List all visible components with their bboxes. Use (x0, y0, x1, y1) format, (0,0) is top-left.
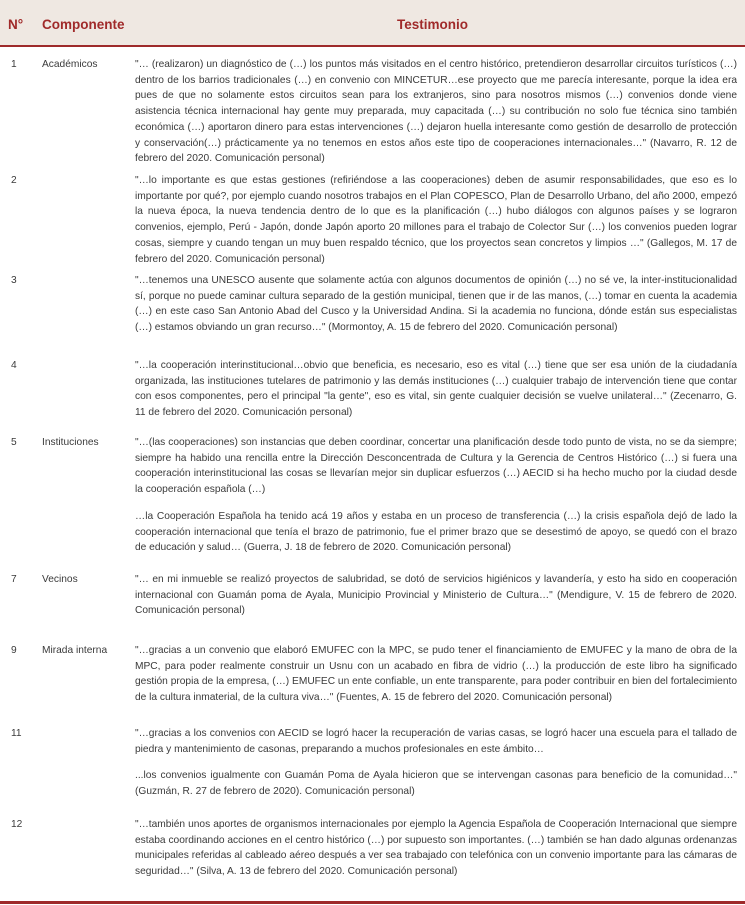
row-12-number: 12 (11, 819, 23, 830)
row-9-component: Mirada interna (42, 645, 108, 656)
row-1-component: Académicos (42, 59, 98, 70)
row-11-testimony-continued: ...los convenios igualmente con Guamán Poma de Ayala hicieron que se intervengan casonas para beneficio de la comunidad…" (Guzmán, R. 27 de febrero de 2020). Comunicación personal) (135, 770, 737, 797)
row-11-testimony: "…gracias a los convenios con AECID se logró hacer la recuperación de varias casas, se logró hacer una escuela para el tallado de piedra y mantenimiento de casonas, preparando a muchos profesionales en este ámbito… (135, 728, 737, 755)
row-1-testimony: "… (realizaron) un diagnóstico de (…) los puntos más visitados en el centro histórico, pretendieron desarrollar circuitos turísticos (…) dentro de los barrios tradicionales (…) en convenio con MINCETUR…ese proyecto que me parecía interesante, porque la idea era pues de que no solamente estos circuitos sean para los extranjeros, sino para nosotros mismos (…) convenios donde viene asistencia técnica internacional hay gente muy preparada, muy capacitada (…) su contribución no solo fue técnica sino también económica (…) aportaron dinero para estas intervenciones (…) dejaron huella interesante como gestión de desarrollo de protección y conservación(…) prácticamente ya no tenemos en estos años este tipo de cooperaciones internacionales…" (Navarro, R. 12 de febrero del 2020. Comunicación personal) (135, 59, 737, 165)
header-testimony: Testimonio (396, 17, 468, 32)
bottom-rule (0, 901, 745, 904)
header-number: N° (8, 17, 24, 32)
row-1-number: 1 (11, 59, 17, 70)
row-7-component: Vecinos (42, 574, 78, 585)
header-component: Componente (42, 17, 125, 32)
row-3-testimony: "…tenemos una UNESCO ausente que solamente actúa con algunos documentos de opinión (…) no sé ve, la inter-institucionalidad sí, porque no puede caminar cultura separado de la gestión municipal, tienen que ir de las manos, (…) tomar en cuenta la academia (…) en este caso San Antonio Abad del Cusco y la Universidad Andina. Si la academia no funciona, dónde están sus especialistas (…) estamos obviando un gran recurso…" (Mormontoy, A. 15 de febrero del 2020. Comunicación personal) (135, 275, 737, 334)
row-5-component: Instituciones (42, 437, 99, 448)
row-12-testimony: "…también unos aportes de organismos internacionales por ejemplo la Agencia Española de Cooperación Internacional que siempre estaba coordinando acciones en el centro histórico (…) por supuesto son importantes. (…) también se han dado algunas ordenanzas municipales referidas al cableado aéreo después a ver sea trabajado con telefónica con un convenio importante para las cámaras de seguridad…" (Silva, A. 13 de febrero del 2020. Comunicación personal) (135, 819, 737, 878)
row-3-number: 3 (11, 275, 17, 286)
row-4-number: 4 (11, 360, 17, 371)
row-2-testimony: "…lo importante es que estas gestiones (refiriéndose a las cooperaciones) deben de asumir responsabilidades, que eso es lo importante por qué?, por ejemplo cuando nosotros trabajos en el Plan COPESCO, Plan de Desarrollo Urbano, del año 2000, empezó la nueva época, la nueva tendencia dentro de lo que es la planificación (…) hubo diálogos con algunos países y se lograron convenios, ejemplo, Perú - Japón, donde Japón aporto 20 millones para el trabajo de Colector Sur (…) los convenios pueden lograr cosas, siempre y cuando tengan un muy buen respaldo técnico, que los proyectos sean concretos y limpios …" (Gallegos, M. 17 de febrero del 2020. Comunicación personal) (135, 175, 737, 265)
row-7-number: 7 (11, 574, 17, 585)
row-5-number: 5 (11, 437, 17, 448)
row-11-number: 11 (11, 728, 22, 739)
row-4-testimony: "…la cooperación interinstitucional…obvio que beneficia, es necesario, eso es vital (…) tiene que ser esa unión de la ciudadanía organizada, las instituciones tutelares de patrimonio y las demás instituciones (…) cualquier trabajo de intervención tiene que contar con esos componentes, pero el principal "la gente", eso es vital, sin gente cualquier decisión se vuelve unilateral…" (Zecenarro, G. 11 de febrero del 2020. Comunicación personal) (135, 360, 737, 419)
row-5-testimony-continued: …la Cooperación Española ha tenido acá 19 años y estaba en un proceso de transferencia (…) la crisis española dejó de lado la cooperación internacional que tenía el brazo de patrimonio, fue el primer brazo que se desestimó de apoyo, se quedó con el brazo de educación y salud… (Guerra, J. 18 de febrero de 2020. Comunicación personal) (135, 511, 737, 554)
row-9-testimony: "…gracias a un convenio que elaboró EMUFEC con la MPC, se pudo tener el financiamiento de EMUFEC y la mano de obra de la MPC, para poder realmente construir un Usnu con un acabado en fibra de vidrio (…) la producción de este libro ha significado gestión propia de la empresa, (…) EMUFEC un ente confiable, un ente transparente, para poder contribuir en bien del fortalecimiento de la cultura inmaterial, de la cultura viva…" (Fuentes, A. 15 de febrero del 2020. Comunicación personal) (135, 645, 737, 704)
row-9-number: 9 (11, 645, 17, 656)
row-7-testimony: "… en mi inmueble se realizó proyectos de salubridad, se dotó de servicios higiénicos y lavandería, y esto ha sido en cooperación internacional con Guamán poma de Ayala, Municipio Provincial y Ministerio de Cultura…" (Mendigure, V. 15 de febrero de 2020. Comunicación personal) (135, 574, 737, 617)
row-2-number: 2 (11, 175, 17, 186)
row-5-testimony: "…(las cooperaciones) son instancias que deben coordinar, concertar una planificación desde todo punto de vista, no se da siempre; siempre ha habido una rencilla entre la Dirección Desconcentrada de Cultura y la Gerencia de Centros Histórico (…) si fuera una cooperación interinstitucional las cosas se llevarían mejor sin duplicar esfuerzos (…) AECID si ha hecho mucho por la ciudad desde la cooperación española (…) (135, 437, 737, 496)
table-header (0, 0, 745, 47)
